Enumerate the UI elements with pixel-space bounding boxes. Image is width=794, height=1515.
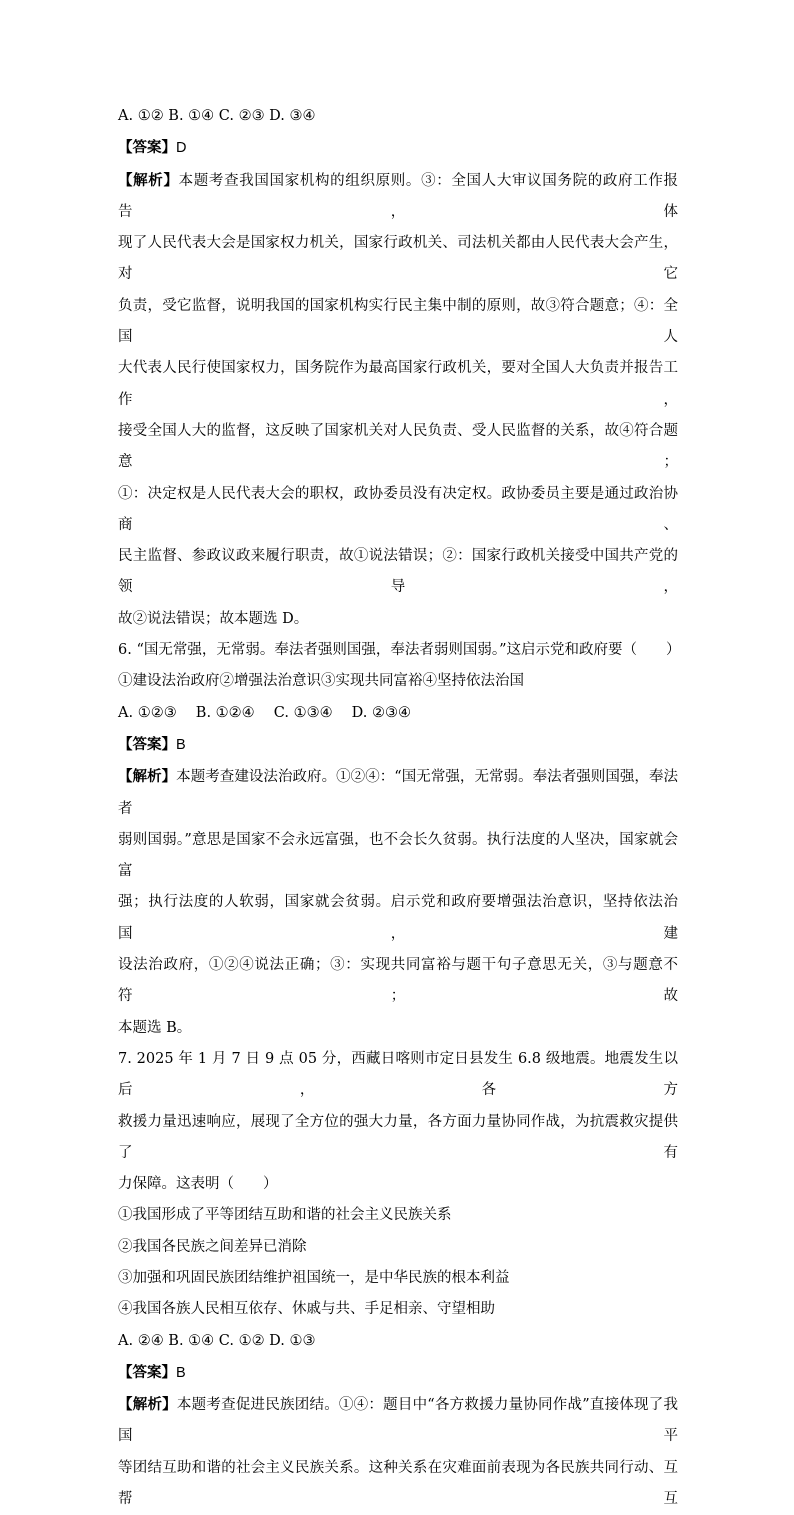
q5-options: A. ①② B. ①④ C. ②③ D. ③④ <box>118 108 316 124</box>
q6-stem: 6. “国无常强，无常弱。奉法者强则国强，奉法者弱则国弱。”这启示党和政府要（ ） <box>118 642 681 659</box>
q5-analysis-line: 民主监督、参政议政来履行职责，故①说法错误；②：国家行政机关接受中国共产党的领导， <box>118 548 678 596</box>
q5-answer <box>118 132 678 164</box>
q7-stem-line: 救援力量迅速响应，展现了全方位的强大力量，各方面力量协同作战，为抗震救灾提供了有 <box>118 1113 678 1161</box>
q5-analysis-line: 【解析】本题考查我国国家机构的组织原则。③：全国人大审议国务院的政府工作报告，体 <box>118 171 679 220</box>
q6-analysis-line: 本题选 B。 <box>118 1019 192 1036</box>
answer-value: B <box>176 736 186 753</box>
answer-tag: 【答案】 <box>118 735 176 753</box>
q7-item: ③加强和巩固民族团结维护祖国统一，是中华民族的根本利益 <box>118 1269 510 1286</box>
answer-value: B <box>176 1364 186 1381</box>
q7-item: ①我国形成了平等团结互助和谐的社会主义民族关系 <box>118 1207 452 1224</box>
q6-analysis-line: 设法治政府，①②④说法正确；③：实现共同富裕与题干句子意思无关，③与题意不符；故 <box>118 957 678 1005</box>
q7-answer <box>118 1357 678 1389</box>
q6-analysis-line: 弱则国弱。”意思是国家不会永远富强，也不会长久贫弱。执行法度的人坚决，国家就会富 <box>118 831 678 880</box>
answer-tag: 【答案】 <box>118 1363 176 1381</box>
q5-analysis-line: 大代表人民行使国家权力，国务院作为最高国家行政机关，要对全国人大负责并报告工作， <box>118 360 678 408</box>
answer-tag: 【答案】 <box>118 139 176 157</box>
q6-analysis-line: 【解析】本题考查建设法治政府。①②④：“国无常强，无常弱。奉法者强则国强，奉法者 <box>118 768 678 817</box>
q6-answer <box>118 729 678 761</box>
q7-stem-line: 7. 2025 年 1 月 7 日 9 点 05 分，西藏日喀则市定日县发生 6.8 级地震。地震发生以后，各方 <box>118 1050 678 1099</box>
analysis-tag: 【解析】 <box>118 1396 177 1414</box>
q5-analysis-line: 故②说法错误；故本题选 D。 <box>118 610 309 627</box>
q5-analysis-line: 负责，受它监督，说明我国的国家机构实行民主集中制的原则，故③符合题意；④：全国人 <box>118 297 678 346</box>
q7-analysis-line: 等团结互助和谐的社会主义民族关系。这种关系在灾难面前表现为各民族共同行动、互帮互 <box>118 1459 678 1508</box>
q6-options: A. ①②③ B. ①②④ C. ①③④ D. ②③④ <box>118 704 412 721</box>
q5-analysis-line: 接受全国人大的监督，这反映了国家机关对人民负责、受人民监督的关系，故④符合题意； <box>118 422 678 471</box>
analysis-tag: 【解析】 <box>118 768 177 786</box>
q5-analysis-line: 现了人民代表大会是国家权力机关，国家行政机关、司法机关都由人民代表大会产生，对它 <box>118 235 678 283</box>
answer-value: D <box>176 140 187 157</box>
q5-analysis-line: ①：决定权是人民代表大会的职权，政协委员没有决定权。政协委员主要是通过政治协商、 <box>118 485 678 533</box>
q6-items: ①建设法治政府②增强法治意识③实现共同富裕④坚持依法治国 <box>118 673 524 690</box>
document-page <box>118 101 681 1515</box>
q7-stem-line: 力保障。这表明（ ） <box>118 1176 278 1193</box>
q6-analysis-line: 强；执行法度的人软弱，国家就会贫弱。启示党和政府要增强法治意识，坚持依法治国，建 <box>118 894 678 942</box>
analysis-tag: 【解析】 <box>118 171 179 189</box>
q7-options: A. ②④ B. ①④ C. ①② D. ①③ <box>118 1332 316 1349</box>
q7-item: ②我国各民族之间差异已消除 <box>118 1238 307 1255</box>
q7-item: ④我国各族人民相互依存、休戚与共、手足相亲、守望相助 <box>118 1301 495 1318</box>
q7-analysis-line: 【解析】本题考查促进民族团结。①④：题目中“各方救援力量协同作战”直接体现了我国平 <box>118 1396 679 1445</box>
